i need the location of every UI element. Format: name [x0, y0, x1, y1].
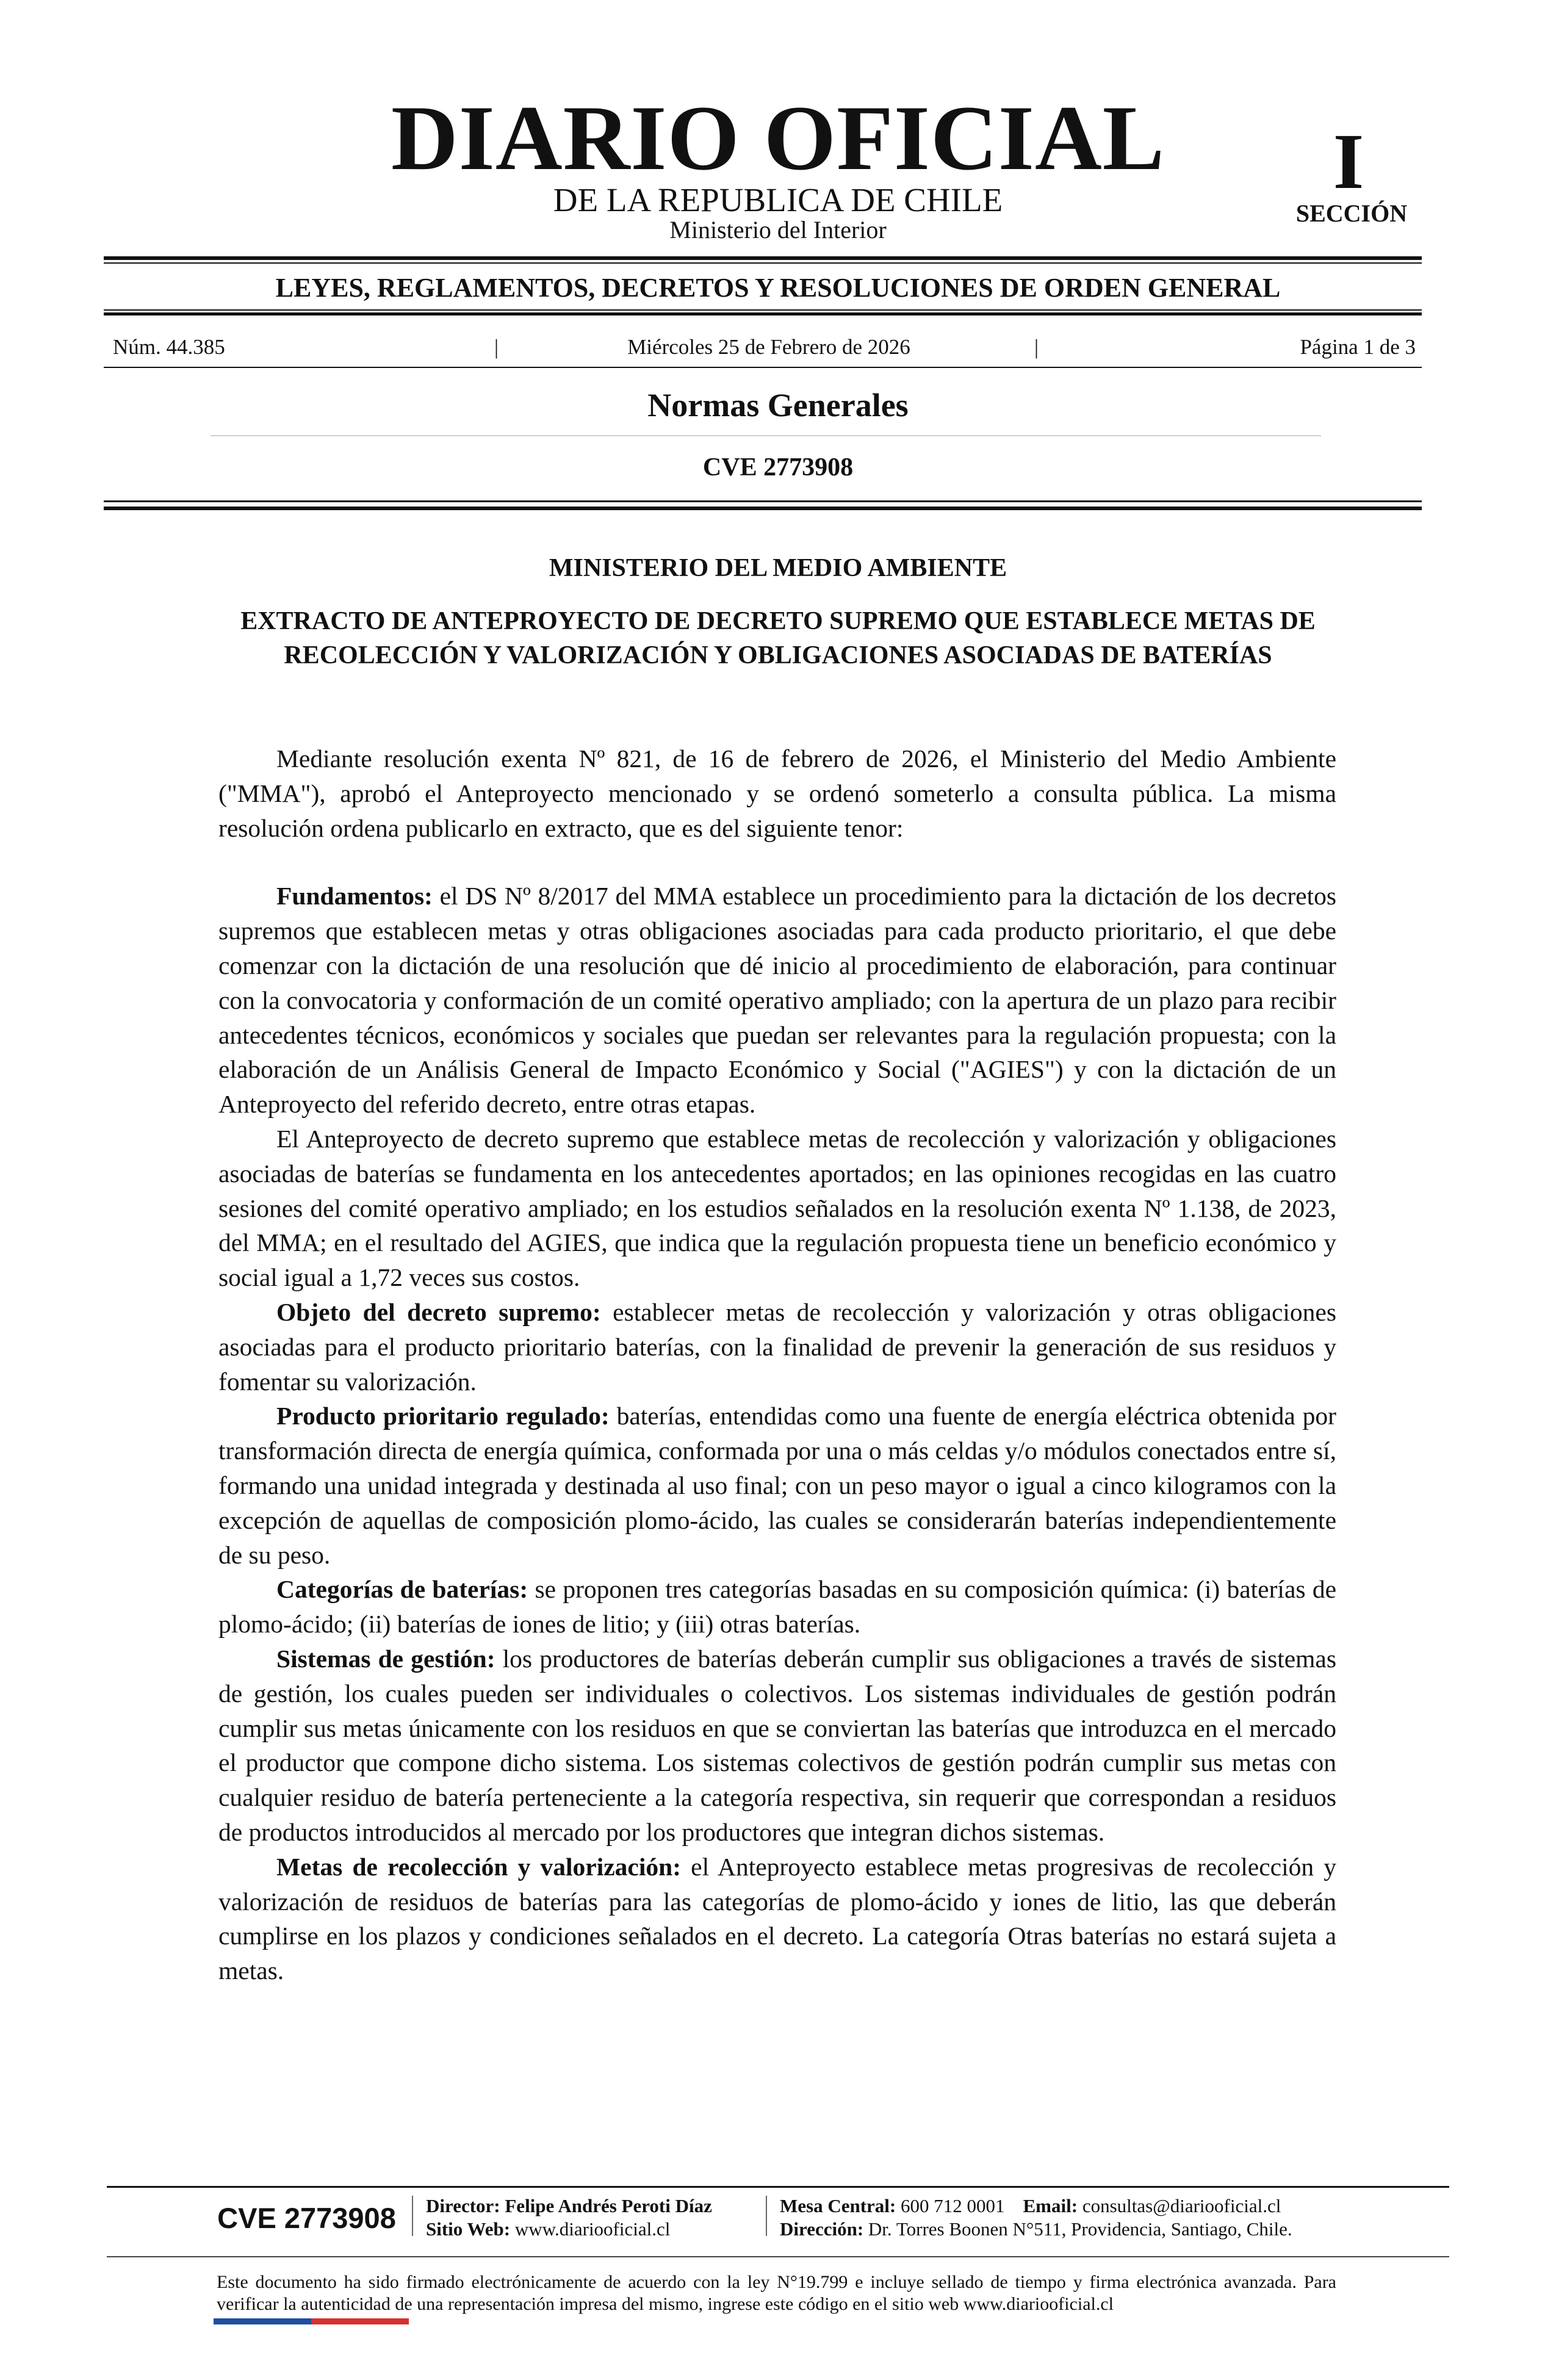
paragraph-text: el Anteproyecto establece metas progresivas de recolección y valorización de residuos de baterías para las categorías de plomo-ácido y iones de litio, las que deberán cumplirse en los plazos y condiciones señalados en el decreto. La categoría Otras baterías no estará sujeta a metas.: [218, 1852, 1336, 1985]
paragraph-text: El Anteproyecto de decreto supremo que establece metas de recolección y valorización y obligaciones asociadas de baterías se fundamenta en los antecedentes aportados; en las opiniones recogidas en las cuatro sesiones del comité operativo ampliado; en los estudios señalados en la resolución exenta Nº 1.138, de 2023, del MMA; en el resultado del AGIES, que indica que la regulación propuesta tiene un beneficio económico y social igual a 1,72 veces sus costos.: [218, 1124, 1336, 1292]
section-number: I: [1333, 118, 1364, 206]
paragraph-text: baterías, entendidas como una fuente de energía eléctrica obtenida por transformación directa de energía química, conformada por una o más celdas y/o módulos conectados entre sí, formando una unidad integrada y destinada al uso final; con un peso mayor o igual a cinco kilogramos con la excepción de aquellas de composición plomo-ácido, las cuales se considerarán baterías independientemente de su peso.: [218, 1402, 1336, 1569]
footer-contact-left: [426, 2194, 768, 2241]
paragraph: [218, 879, 1336, 1122]
divider: [104, 500, 1422, 502]
paragraph-heading: Objeto del decreto supremo:: [276, 1297, 601, 1326]
footer-signature-note: Este documento ha sido firmado electrónicamente de acuerdo con la ley N°19.799 e incluye sellado de tiempo y firma electrónica avanzada. Para verificar la autenticidad de una representación impresa del mismo, ingrese este código en el sitio web www.diariooficial.cl: [217, 2272, 1336, 2314]
cve-code: CVE 2773908: [702, 453, 854, 481]
paragraph-heading: Producto prioritario regulado:: [276, 1402, 610, 1430]
divider: [104, 256, 1422, 260]
paragraph-text: se proponen tres categorías basadas en su composición química: (i) baterías de plomo-ácido; (ii) baterías de iones de litio; y (iii) otras baterías.: [218, 1575, 1336, 1639]
paragraph-heading: Sistemas de gestión:: [276, 1644, 495, 1673]
divider: [104, 309, 1422, 311]
document-body: [218, 741, 1336, 1988]
paragraph: [218, 741, 1336, 845]
phone-number: 600 712 0001: [901, 2195, 1005, 2216]
address-label: Dirección:: [780, 2218, 864, 2240]
ministry-title: MINISTERIO DEL MEDIO AMBIENTE: [549, 554, 1007, 582]
paragraph: [218, 1572, 1336, 1642]
phone-label: Mesa Central:: [780, 2195, 896, 2216]
divider: [211, 435, 1321, 436]
masthead-ministry: Ministerio del Interior: [669, 216, 887, 243]
footer-contact-right: [780, 2194, 1390, 2241]
issue-info-row: [113, 333, 1416, 361]
section-heading: Normas Generales: [647, 387, 909, 424]
laws-line: LEYES, REGLAMENTOS, DECRETOS Y RESOLUCIONES DE ORDEN GENERAL: [275, 273, 1281, 303]
issue-number: Núm. 44.385: [113, 335, 225, 359]
flag-stripe-red: [311, 2318, 409, 2324]
paragraph: [218, 1399, 1336, 1572]
divider: [104, 262, 1422, 264]
paragraph: [218, 1642, 1336, 1850]
email-label: Email:: [1023, 2195, 1078, 2216]
footer-cve-code: CVE 2773908: [217, 2202, 396, 2234]
paragraph-text: los productores de baterías deberán cumplir sus obligaciones a través de sistemas de gestión, los cuales pueden ser individuales o colectivos. Los sistemas individuales de gestión podrán cumplir sus metas únicamente con los residuos en que se conviertan las baterías que introduzca en el mercado el productor que compone dicho sistema. Los sistemas colectivos de gestión podrán cumplir sus metas con cualquier residuo de batería perteneciente a la categoría respectiva, sin requerir que correspondan a residuos de productos introducidos al mercado por los productores que integran dichos sistemas.: [218, 1644, 1336, 1846]
paragraph: [218, 1122, 1336, 1295]
website-link[interactable]: www.diariooficial.cl: [514, 2218, 671, 2240]
masthead-subtitle: DE LA REPUBLICA DE CHILE: [553, 181, 1003, 218]
issue-separator: |: [494, 335, 499, 359]
website-label: Sitio Web:: [426, 2218, 511, 2240]
flag-stripe-blue: [214, 2318, 311, 2324]
director-label: Director:: [426, 2195, 500, 2216]
paragraph-heading: Fundamentos:: [276, 882, 433, 911]
page-indicator: Página 1 de 3: [1300, 335, 1416, 359]
address: Dr. Torres Boonen N°511, Providencia, Santiago, Chile.: [868, 2218, 1292, 2240]
section-label: SECCIÓN: [1295, 200, 1408, 227]
divider: [104, 367, 1422, 368]
director-name: Felipe Andrés Peroti Díaz: [505, 2195, 712, 2216]
masthead-title: DIARIO OFICIAL: [391, 87, 1165, 189]
email-link[interactable]: consultas@diariooficial.cl: [1082, 2195, 1281, 2216]
paragraph: [218, 1295, 1336, 1399]
footer-divider: [107, 2256, 1449, 2257]
document-title: EXTRACTO DE ANTEPROYECTO DE DECRETO SUPREMO QUE ESTABLECE METAS DE RECOLECCIÓN Y VALORIZACIÓN Y OBLIGACIONES ASOCIADAS DE BATERÍAS: [240, 607, 1316, 669]
footer-divider: [107, 2186, 1449, 2188]
issue-date: Miércoles 25 de Febrero de 2026: [627, 335, 910, 359]
divider: [104, 312, 1422, 316]
footer-separator: [412, 2196, 413, 2236]
paragraph-heading: Metas de recolección y valorización:: [276, 1852, 682, 1881]
paragraph-text: establecer metas de recolección y valorización y otras obligaciones asociadas para el producto prioritario baterías, con la finalidad de prevenir la generación de sus residuos y fomentar su valorización.: [218, 1297, 1336, 1396]
divider: [104, 507, 1422, 510]
paragraph-heading: Categorías de baterías:: [276, 1575, 528, 1604]
paragraph-text: el DS Nº 8/2017 del MMA establece un procedimiento para la dictación de los decretos supremos que establecen metas y otras obligaciones asociadas para cada producto prioritario, el que debe comenzar con la dictación de una resolución que dé inicio al procedimiento de elaboración, para continuar con la convocatoria y conformación de un comité operativo ampliado; con la apertura de un plazo para recibir antecedentes técnicos, económicos y sociales que puedan ser relevantes para la regulación propuesta; con la elaboración de un Análisis General de Impacto Económico y Social ("AGIES") y con la dictación de un Anteproyecto del referido decreto, entre otras etapas.: [218, 882, 1336, 1119]
issue-separator: |: [1034, 335, 1039, 359]
paragraph-text: Mediante resolución exenta Nº 821, de 16 de febrero de 2026, el Ministerio del Medio Ambiente ("MMA"), aprobó el Anteproyecto mencionado y se ordenó someterlo a consulta pública. La misma resolución ordena publicarlo en extracto, que es del siguiente tenor:: [218, 745, 1336, 842]
paragraph: [218, 1850, 1336, 1988]
footer-separator: [766, 2196, 767, 2236]
